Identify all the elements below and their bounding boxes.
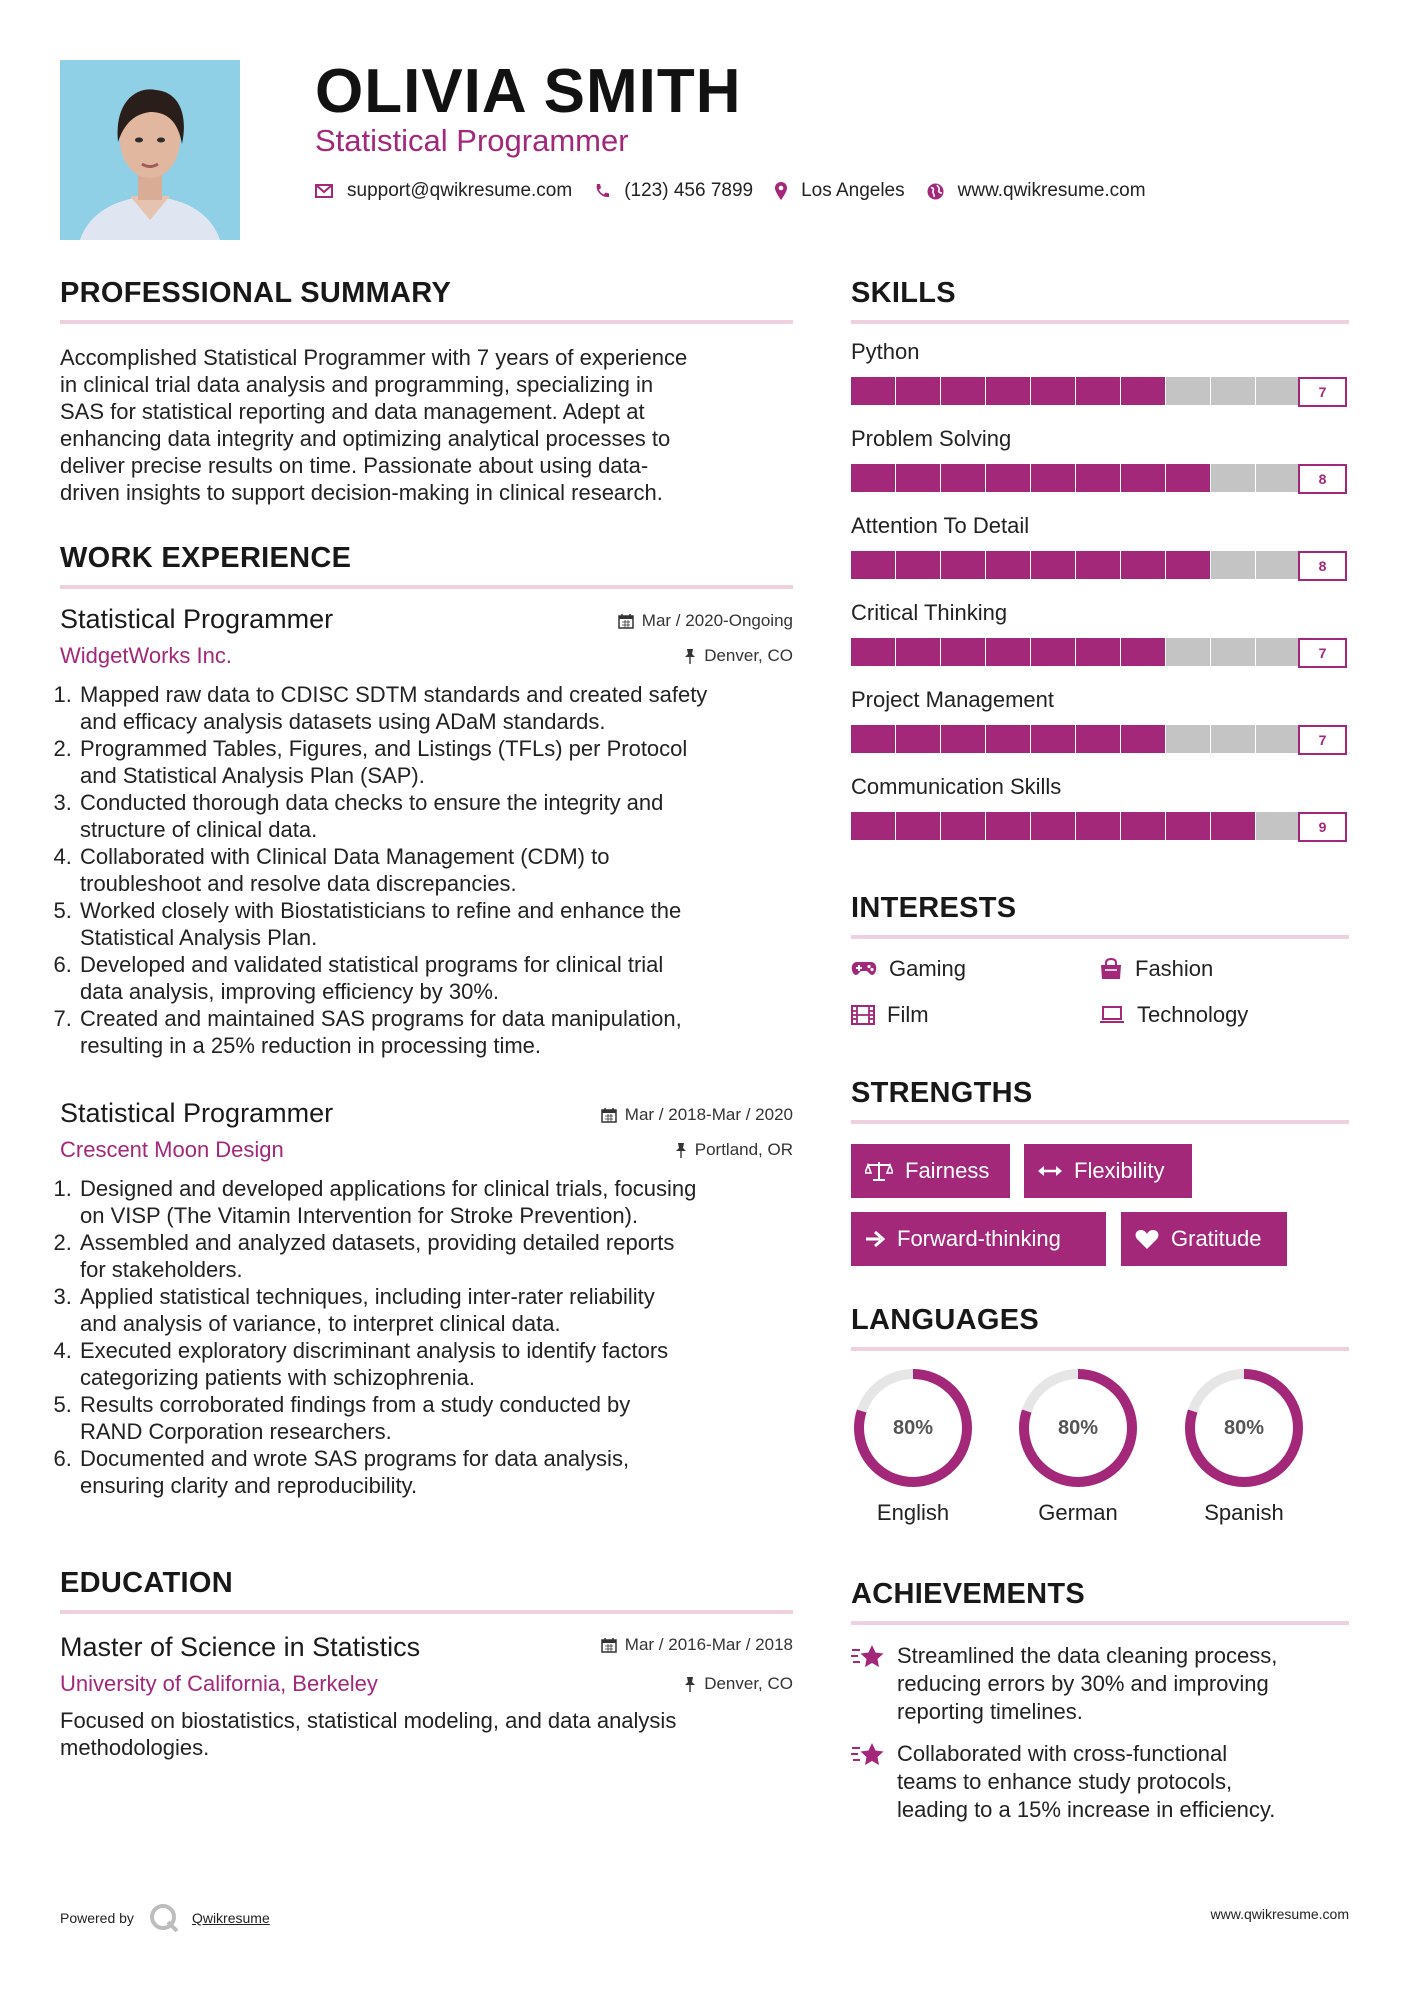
phone-icon bbox=[594, 183, 610, 199]
interests-divider bbox=[851, 935, 1349, 939]
interest-film bbox=[851, 1002, 929, 1028]
summary-line: deliver precise results on time. Passionate about using data- bbox=[60, 453, 649, 478]
skill-level-badge: 7 bbox=[1298, 725, 1347, 755]
interest-label: Fashion bbox=[1135, 956, 1214, 981]
job-title: Statistical Programmer bbox=[60, 1098, 334, 1128]
job-bullets bbox=[60, 681, 793, 1059]
achievement-item bbox=[851, 1642, 1349, 1726]
summary-line: driven insights to support decision-making in clinical research. bbox=[60, 480, 663, 505]
language-percent: 80% bbox=[892, 1416, 934, 1439]
degree-title: Master of Science in Statistics bbox=[60, 1632, 421, 1662]
summary-line: enhancing data integrity and optimizing analytical processes to bbox=[60, 426, 671, 451]
skill-label: Critical Thinking bbox=[851, 600, 1008, 625]
achievement-line: teams to enhance study protocols, bbox=[897, 1769, 1233, 1794]
strength-tag-forward-thinking bbox=[851, 1212, 1106, 1266]
skill-bar-segment bbox=[1076, 812, 1120, 840]
skill-bar-segment bbox=[1166, 638, 1210, 666]
education-dates bbox=[601, 1635, 793, 1655]
job-title: Statistical Programmer bbox=[60, 604, 334, 634]
skill-bar-segment bbox=[896, 464, 940, 492]
skill-bar-segment bbox=[1166, 377, 1210, 405]
skill-item bbox=[851, 426, 1347, 494]
calendar-icon bbox=[601, 1637, 617, 1653]
footer-site[interactable]: www.qwikresume.com bbox=[1210, 1906, 1349, 1922]
skill-bar-segment bbox=[851, 377, 895, 405]
job-entry bbox=[60, 1098, 793, 1499]
achievements-section bbox=[851, 1578, 1349, 1625]
skill-bar-segment bbox=[941, 725, 985, 753]
strength-label: Forward-thinking bbox=[897, 1226, 1061, 1251]
bullet-item: 6. Documented and wrote SAS programs for data analysis, ensuring clarity and reproducibility. bbox=[78, 1445, 793, 1499]
job-dates-text: Mar / 2018-Mar / 2020 bbox=[624, 1105, 793, 1124]
skill-label: Problem Solving bbox=[851, 426, 1012, 451]
skill-bar-segment bbox=[986, 551, 1030, 579]
interest-technology bbox=[1099, 1002, 1248, 1028]
interests-section bbox=[851, 892, 1349, 939]
skill-bar-segment bbox=[1031, 464, 1075, 492]
education-section bbox=[60, 1567, 793, 1761]
pushpin-icon bbox=[684, 648, 696, 664]
skill-bar-segment bbox=[1256, 725, 1301, 753]
skill-bar-segment bbox=[1121, 725, 1165, 753]
skill-level-badge: 7 bbox=[1298, 638, 1347, 668]
language-name: Spanish bbox=[1204, 1500, 1284, 1525]
bullet-item: 4. Executed exploratory discriminant analysis to identify factors categorizing patients with schizophrenia. bbox=[78, 1337, 793, 1391]
strength-tag-flexibility bbox=[1024, 1144, 1192, 1198]
contact-phone-text: (123) 456 7899 bbox=[624, 180, 754, 201]
skill-bar-segment bbox=[1031, 812, 1075, 840]
heart-icon bbox=[1135, 1229, 1159, 1250]
education-line: Focused on biostatistics, statistical modeling, and data analysis bbox=[60, 1708, 677, 1733]
skill-item bbox=[851, 339, 1347, 407]
contact-email[interactable] bbox=[315, 180, 572, 202]
star-icon bbox=[851, 1742, 885, 1768]
strengths-divider bbox=[851, 1120, 1349, 1124]
gamepad-icon bbox=[851, 961, 877, 977]
skill-bar-segment bbox=[896, 551, 940, 579]
skill-bar-segment bbox=[986, 638, 1030, 666]
skill-item bbox=[851, 600, 1347, 668]
school-name: University of California, Berkeley bbox=[60, 1671, 378, 1696]
arrow-right-icon bbox=[865, 1230, 885, 1248]
skill-label: Attention To Detail bbox=[851, 513, 1030, 538]
footer-powered-by bbox=[60, 1902, 270, 1934]
achievement-line: reducing errors by 30% and improving bbox=[897, 1671, 1269, 1696]
skill-bar-segment bbox=[851, 725, 895, 753]
interests-title: INTERESTS bbox=[851, 892, 1017, 924]
education-line: methodologies. bbox=[60, 1735, 210, 1760]
languages-divider bbox=[851, 1347, 1349, 1351]
education-dates-text: Mar / 2016-Mar / 2018 bbox=[624, 1635, 793, 1654]
skill-label: Project Management bbox=[851, 687, 1054, 712]
skill-bar bbox=[851, 725, 1347, 755]
job-bullets bbox=[60, 1175, 793, 1499]
skill-bar-segment bbox=[1076, 464, 1120, 492]
powered-by-label: Powered by bbox=[60, 1910, 134, 1926]
education-location bbox=[684, 1674, 793, 1694]
film-icon bbox=[851, 1005, 875, 1025]
skill-bar-segment bbox=[1076, 377, 1120, 405]
language-ring bbox=[851, 1366, 975, 1490]
skill-bar-segment bbox=[986, 725, 1030, 753]
education-divider bbox=[60, 1610, 793, 1614]
interest-label: Technology bbox=[1137, 1002, 1249, 1027]
skill-bar-segment bbox=[896, 638, 940, 666]
language-ring bbox=[1182, 1366, 1306, 1490]
skill-bar-segment bbox=[1031, 551, 1075, 579]
company-name: Crescent Moon Design bbox=[60, 1137, 284, 1162]
arrows-horizontal-icon bbox=[1038, 1164, 1062, 1178]
skill-bar-segment bbox=[1211, 551, 1255, 579]
map-marker-icon bbox=[775, 182, 787, 200]
skill-bar-segment bbox=[1256, 464, 1301, 492]
skill-level-badge: 9 bbox=[1298, 812, 1347, 842]
job-location bbox=[684, 646, 793, 666]
skill-bar-segment bbox=[1211, 377, 1255, 405]
contact-email-text: support@qwikresume.com bbox=[347, 180, 573, 201]
contact-phone[interactable] bbox=[594, 180, 753, 202]
education-title: EDUCATION bbox=[60, 1567, 233, 1599]
skill-bar-segment bbox=[1256, 638, 1301, 666]
skill-bar-segment bbox=[896, 812, 940, 840]
skill-bar-segment bbox=[896, 377, 940, 405]
bullet-item: 4. Collaborated with Clinical Data Management (CDM) to troubleshoot and resolve data discrepancies. bbox=[78, 843, 793, 897]
job-entry bbox=[60, 604, 793, 1059]
envelope-icon bbox=[315, 184, 333, 198]
skill-bar-segment bbox=[1166, 812, 1210, 840]
skill-bar-segment bbox=[1076, 725, 1120, 753]
skill-bar bbox=[851, 551, 1347, 581]
bullet-item: 5. Results corroborated findings from a study conducted by RAND Corporation researchers. bbox=[78, 1391, 793, 1445]
calendar-icon bbox=[601, 1107, 617, 1123]
achievement-line: leading to a 15% increase in efficiency. bbox=[897, 1797, 1276, 1822]
summary-text bbox=[60, 344, 793, 506]
skill-bar-segment bbox=[986, 812, 1030, 840]
interest-gaming bbox=[851, 956, 966, 982]
skill-bar-segment bbox=[986, 377, 1030, 405]
calendar-icon bbox=[618, 613, 634, 629]
skill-bar-segment bbox=[1211, 638, 1255, 666]
skill-bar-segment bbox=[1121, 377, 1165, 405]
interest-label: Film bbox=[887, 1002, 929, 1027]
language-name: German bbox=[1038, 1500, 1118, 1525]
candidate-name: OLIVIA SMITH bbox=[315, 57, 742, 126]
skill-bar-segment bbox=[1031, 377, 1075, 405]
languages-section bbox=[851, 1304, 1349, 1351]
strength-tag-gratitude bbox=[1121, 1212, 1287, 1266]
skill-bar-segment bbox=[1031, 638, 1075, 666]
skill-level-badge: 8 bbox=[1298, 551, 1347, 581]
skill-bar-segment bbox=[1256, 812, 1301, 840]
skill-bar-segment bbox=[1256, 377, 1301, 405]
skill-bar-segment bbox=[1031, 725, 1075, 753]
skill-bar-segment bbox=[1211, 464, 1255, 492]
skill-bar-segment bbox=[851, 551, 895, 579]
skill-bar bbox=[851, 377, 1347, 407]
interest-label: Gaming bbox=[889, 956, 967, 981]
strength-tag-fairness bbox=[851, 1144, 1010, 1198]
skill-bar-segment bbox=[1211, 725, 1255, 753]
language-ring bbox=[1016, 1366, 1140, 1490]
contact-website[interactable] bbox=[927, 180, 1146, 202]
language-percent: 80% bbox=[1223, 1416, 1265, 1439]
skill-bar-segment bbox=[851, 812, 895, 840]
skill-bar-segment bbox=[896, 725, 940, 753]
achievement-line: Streamlined the data cleaning process, bbox=[897, 1643, 1278, 1668]
company-name: WidgetWorks Inc. bbox=[60, 643, 232, 668]
candidate-role: Statistical Programmer bbox=[315, 123, 629, 158]
skill-bar bbox=[851, 638, 1347, 668]
skill-label: Communication Skills bbox=[851, 774, 1062, 799]
skill-bar-segment bbox=[1076, 551, 1120, 579]
bullet-item: 5. Worked closely with Biostatisticians to refine and enhance the Statistical Analysis Plan. bbox=[78, 897, 793, 951]
strength-label: Fairness bbox=[905, 1158, 990, 1183]
shopping-bag-icon bbox=[1099, 958, 1123, 980]
job-location-text: Portland, OR bbox=[694, 1140, 793, 1159]
skill-bar-segment bbox=[941, 638, 985, 666]
skill-bar-segment bbox=[1121, 638, 1165, 666]
skill-bar-segment bbox=[941, 551, 985, 579]
qwikresume-logo-icon bbox=[148, 1902, 180, 1934]
bullet-item: 3. Conducted thorough data checks to ensure the integrity and structure of clinical data. bbox=[78, 789, 793, 843]
pushpin-icon bbox=[684, 1676, 696, 1692]
skill-bar bbox=[851, 812, 1347, 842]
contact-website-text: www.qwikresume.com bbox=[957, 180, 1146, 201]
skill-bar-segment bbox=[1256, 551, 1301, 579]
profile-photo bbox=[60, 60, 240, 240]
contact-location bbox=[775, 180, 905, 202]
education-location-text: Denver, CO bbox=[704, 1674, 793, 1693]
job-location-text: Denver, CO bbox=[704, 646, 793, 665]
job-dates bbox=[601, 1105, 793, 1125]
achievements-title: ACHIEVEMENTS bbox=[851, 1578, 1086, 1610]
skill-item bbox=[851, 687, 1347, 755]
globe-icon bbox=[927, 183, 944, 200]
experience-divider bbox=[60, 585, 793, 589]
bullet-item: 1. Mapped raw data to CDISC SDTM standards and created safety and efficacy analysis datasets using ADaM standards. bbox=[78, 681, 793, 735]
bullet-item: 6. Developed and validated statistical programs for clinical trial data analysis, improving efficiency by 30%. bbox=[78, 951, 793, 1005]
skill-bar-segment bbox=[1121, 812, 1165, 840]
skill-bar-segment bbox=[1076, 638, 1120, 666]
bullet-item: 1. Designed and developed applications for clinical trials, focusing on VISP (The Vitamin Intervention for Stroke Prevention). bbox=[78, 1175, 793, 1229]
summary-section bbox=[60, 277, 793, 506]
strengths-section bbox=[851, 1077, 1349, 1124]
skill-bar-segment bbox=[1166, 551, 1210, 579]
contact-location-text: Los Angeles bbox=[801, 180, 905, 201]
skill-bar-segment bbox=[941, 377, 985, 405]
skill-level-badge: 8 bbox=[1298, 464, 1347, 494]
skill-bar-segment bbox=[851, 638, 895, 666]
interest-fashion bbox=[1099, 956, 1213, 982]
job-dates bbox=[618, 611, 793, 631]
skill-level-badge: 7 bbox=[1298, 377, 1347, 407]
skill-bar bbox=[851, 464, 1347, 494]
summary-line: Accomplished Statistical Programmer with 7 years of experience bbox=[60, 345, 688, 370]
language-item bbox=[851, 1366, 975, 1526]
laptop-icon bbox=[1099, 1006, 1125, 1024]
language-name: English bbox=[876, 1500, 950, 1525]
skill-bar-segment bbox=[1166, 464, 1210, 492]
achievement-item bbox=[851, 1740, 1349, 1824]
languages-title: LANGUAGES bbox=[851, 1304, 1039, 1336]
bullet-item: 2. Programmed Tables, Figures, and Listings (TFLs) per Protocol and Statistical Analysis Plan (SAP). bbox=[78, 735, 793, 789]
skill-bar-segment bbox=[986, 464, 1030, 492]
skills-divider bbox=[851, 320, 1349, 324]
experience-title: WORK EXPERIENCE bbox=[60, 542, 352, 574]
skill-label: Python bbox=[851, 339, 920, 364]
language-item bbox=[1182, 1366, 1306, 1526]
language-item bbox=[1016, 1366, 1140, 1526]
star-icon bbox=[851, 1644, 885, 1670]
achievement-line: Collaborated with cross-functional bbox=[897, 1741, 1228, 1766]
bullet-item: 7. Created and maintained SAS programs for data manipulation, resulting in a 25% reduction in processing time. bbox=[78, 1005, 793, 1059]
skill-bar-segment bbox=[1121, 464, 1165, 492]
bullet-item: 3. Applied statistical techniques, including inter-rater reliability and analysis of variance, to interpret clinical data. bbox=[78, 1283, 793, 1337]
balance-scale-icon bbox=[865, 1160, 893, 1182]
achievements-divider bbox=[851, 1621, 1349, 1625]
skills-title: SKILLS bbox=[851, 277, 956, 309]
summary-divider bbox=[60, 320, 793, 324]
skill-item bbox=[851, 513, 1347, 581]
skill-bar-segment bbox=[1121, 551, 1165, 579]
contact-row bbox=[315, 180, 1168, 202]
bullet-item: 2. Assembled and analyzed datasets, providing detailed reports for stakeholders. bbox=[78, 1229, 793, 1283]
summary-line: SAS for statistical reporting and data management. Adept at bbox=[60, 399, 645, 424]
skills-section bbox=[851, 277, 1349, 324]
strengths-title: STRENGTHS bbox=[851, 1077, 1033, 1109]
summary-line: in clinical trial data analysis and programming, specializing in bbox=[60, 372, 654, 397]
strength-label: Gratitude bbox=[1171, 1226, 1262, 1251]
summary-title: PROFESSIONAL SUMMARY bbox=[60, 277, 452, 309]
skill-bar-segment bbox=[851, 464, 895, 492]
achievement-line: reporting timelines. bbox=[897, 1699, 1083, 1724]
skill-bar-segment bbox=[941, 464, 985, 492]
qwikresume-link[interactable]: Qwikresume bbox=[191, 1910, 270, 1926]
skill-bar-segment bbox=[1211, 812, 1255, 840]
skill-item bbox=[851, 774, 1347, 842]
skill-bar-segment bbox=[941, 812, 985, 840]
education-description bbox=[60, 1707, 793, 1761]
skill-bar-segment bbox=[1166, 725, 1210, 753]
language-percent: 80% bbox=[1057, 1416, 1099, 1439]
experience-section bbox=[60, 542, 793, 589]
pushpin-icon bbox=[675, 1142, 687, 1158]
job-dates-text: Mar / 2020-Ongoing bbox=[641, 611, 793, 630]
job-location bbox=[675, 1140, 793, 1160]
strength-label: Flexibility bbox=[1074, 1158, 1165, 1183]
